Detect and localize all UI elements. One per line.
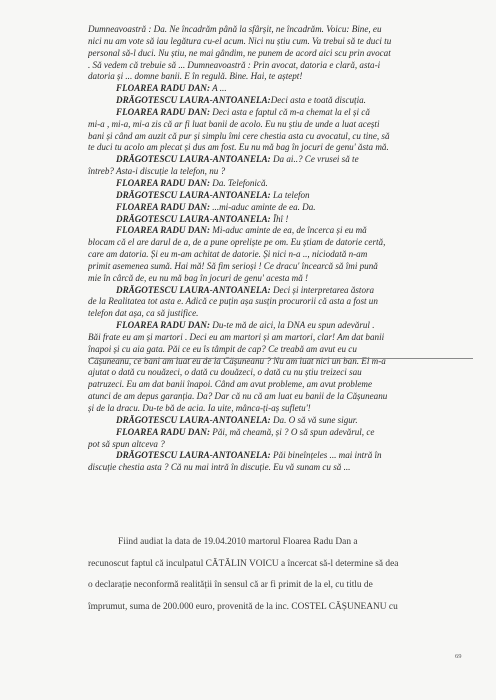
spoken-text: Mi-aduc aminte de ea, de încerca și eu mă: [210, 225, 367, 236]
dialogue-line: [88, 367, 473, 379]
speaker-name: DRĂGOTESCU LAURA-ANTOANELA:: [116, 284, 271, 295]
spoken-text: La telefon: [270, 189, 310, 200]
speaker-name: DRĂGOTESCU LAURA-ANTOANELA:: [116, 189, 271, 200]
page-number: 69: [455, 653, 462, 660]
speaker-name: FLOAREA RADU DAN:: [116, 201, 210, 212]
spoken-text: Da. O să vă sune sigur.: [270, 414, 358, 425]
dialogue-line: [88, 261, 473, 273]
spoken-text: Îhî !: [270, 213, 289, 224]
report-line: împrumut, suma de 200.000 euro, provenită de la inc. COSTEL CĂȘUNEANU cu: [88, 601, 398, 612]
speaker-name: DRĂGOTESCU LAURA-ANTOANELA:: [116, 450, 271, 461]
spoken-text: Deci și interpretarea ăstora: [270, 284, 375, 295]
speaker-name: FLOAREA RADU DAN:: [116, 426, 210, 437]
dialogue-speaker-line: [88, 415, 473, 427]
spoken-text: de la Realitatea tot asta e. Adică ce puțin așa susțin procurorii că asta a fost un: [88, 296, 378, 307]
spoken-text: și de la dracu. Du-te bă de acia. Ia uite, mânca-ți-aș sufletu'!: [88, 403, 311, 413]
dialogue-speaker-line: [88, 285, 473, 297]
spoken-text: discuție chestia asta ? Că nu mai intră în discuție. Eu vă sunam cu să ...: [88, 462, 351, 473]
speaker-name: FLOAREA RADU DAN:: [116, 225, 210, 236]
report-line: recunoscut faptul că inculpatul CĂTĂLIN VOICU a încercat să-l determine să dea: [88, 558, 399, 569]
spoken-text: Cășuneanu, ce bani am luat eu de la Cășuneanu ? Nu am luat nici un ban. El m-a: [88, 355, 386, 366]
dialogue-speaker-line: [88, 320, 473, 332]
spoken-text: înapoi și cu aia gata. Păi ce eu îs tâmpit de cap? Ce treabă am avut eu cu: [88, 343, 357, 354]
spoken-text: telefon dat așa, ca să justifice.: [88, 308, 199, 319]
dialogue-speaker-line: [88, 450, 473, 462]
speaker-name: DRĂGOTESCU LAURA-ANTOANELA:: [116, 154, 271, 165]
dialogue-line: [88, 119, 473, 131]
spoken-text: A ...: [210, 83, 227, 94]
spoken-text: Păi bineînțeles ... mai intră în: [270, 450, 382, 461]
spoken-text: patruzeci. Eu am dat banii înapoi. Când am avut probleme, am avut probleme: [88, 379, 372, 390]
interview-transcript: [88, 24, 473, 474]
dialogue-line: [88, 273, 473, 285]
report-paragraph: [88, 532, 473, 618]
spoken-text: care am datoria. Și eu m-am achitat de datorie. Și nici n-a .., niciodată n-am: [88, 249, 368, 260]
spoken-text: Deci asta e toată discuția.: [270, 95, 366, 106]
speaker-name: DRĂGOTESCU LAURA-ANTOANELA:: [116, 414, 271, 425]
speaker-name: FLOAREA RADU DAN:: [116, 320, 210, 331]
dialogue-line: [88, 71, 473, 83]
dialogue-line: [88, 237, 473, 249]
report-line: o declarație neconformă realității în sensul că ar fi primit de la el, cu titlu de: [88, 580, 373, 590]
dialogue-line: [88, 403, 473, 415]
spoken-text: datoria și ... domne banii. E în regulă. Bine. Hai, te aștept!: [88, 71, 303, 82]
speaker-name: DRĂGOTESCU LAURA-ANTOANELA:: [116, 95, 271, 106]
dialogue-speaker-line: [88, 214, 473, 226]
dialogue-speaker-line: [88, 225, 473, 237]
dialogue-speaker-line: [88, 107, 473, 119]
dialogue-line: [88, 462, 473, 474]
dialogue-line: [88, 142, 473, 154]
dialogue-line: [88, 36, 473, 48]
dialogue-speaker-line: [88, 154, 473, 166]
dialogue-line: [88, 379, 473, 391]
dialogue-speaker-line: [88, 178, 473, 190]
spoken-text: Dumneavoastră : Da. Ne încadrăm până la sfârșit, ne încadrăm. Voicu: Bine, eu: [88, 24, 382, 34]
spoken-text: bani și când am auzit că pur și simplu îmi cere chestia asta cu avocatul, cu tine, să: [88, 130, 390, 141]
spoken-text: Păi, mă cheamă, și ? O să spun adevărul, ce: [210, 426, 375, 437]
spoken-text: pot să spun altceva ?: [88, 438, 165, 449]
spoken-text: Du-te mă de aici, la DNA eu spun adevărul .: [210, 320, 375, 331]
dialogue-line: [88, 332, 473, 344]
spoken-text: te duci tu acolo am plecat și dus am fost. Eu nu mă bag în jocuri de genu' ăsta mă.: [88, 142, 389, 153]
divider-line: [88, 358, 473, 359]
speaker-name: FLOAREA RADU DAN:: [116, 83, 210, 94]
dialogue-line: [88, 131, 473, 143]
spoken-text: Da. Telefonică.: [210, 177, 268, 188]
speaker-name: FLOAREA RADU DAN:: [116, 106, 210, 117]
dialogue-line: [88, 48, 473, 60]
spoken-text: primit asemenea sumă. Hai mă! Să fim serioși ! Ce dracu' încearcă să îmi pună: [88, 260, 378, 271]
spoken-text: ajutat o dată cu nouăzeci, o dată cu douăzeci, o dată cu nu știu treizeci sau: [88, 367, 362, 378]
spoken-text: . Să vedem că trebuie să ... Dumneavoastră : Prin avocat, datoria e clară, asta-i: [88, 59, 381, 70]
dialogue-line: [88, 166, 473, 178]
spoken-text: Deci asta e faptul că m-a chemat la el și că: [210, 106, 370, 117]
dialogue-line: [88, 439, 473, 451]
dialogue-line: [88, 308, 473, 320]
dialogue-line: [88, 391, 473, 403]
spoken-text: Da ai..? Ce vrusei să te: [270, 154, 359, 165]
dialogue-line: [88, 24, 473, 36]
spoken-text: Băi frate eu am și martori . Deci eu am martori și am martori, clar! Am dat banii: [88, 331, 385, 342]
spoken-text: mi-a , mi-a, mi-a zis că ar fi luat banii de acolo. Eu nu știu de unde a luat acești: [88, 118, 380, 129]
spoken-text: nici nu am vote să iau legătura cu-el acum. Nici nu știu cum. Va trebui să te duci tu: [88, 35, 392, 46]
dialogue-speaker-line: [88, 427, 473, 439]
dialogue-line: [88, 296, 473, 308]
dialogue-line: [88, 344, 473, 356]
spoken-text: atunci de am depus garanția. Da? Dar că nu că am luat eu banii de la Cășuneanu: [88, 391, 388, 402]
spoken-text: întreb? Asta-i discuție la telefon, nu ?: [88, 166, 226, 177]
spoken-text: ...mi-aduc aminte de ea. Da.: [210, 201, 316, 212]
spoken-text: mie în cârcă de, eu nu mă bag în jocuri de genu' acesta mă !: [88, 272, 309, 283]
dialogue-speaker-line: [88, 95, 473, 107]
dialogue-speaker-line: [88, 202, 473, 214]
dialogue-line: [88, 249, 473, 261]
dialogue-speaker-line: [88, 190, 473, 202]
spoken-text: blocam că el are darul de a, de a pune opreliște pe om. Eu știam de datorie certă,: [88, 237, 386, 248]
dialogue-line: [88, 60, 473, 72]
spoken-text: personal să-l duci. Nu știu, ne mai gândim, ne punem de acord aici scu prin avocat: [88, 47, 391, 58]
dialogue-speaker-line: [88, 83, 473, 95]
speaker-name: DRĂGOTESCU LAURA-ANTOANELA:: [116, 213, 271, 224]
speaker-name: FLOAREA RADU DAN:: [116, 177, 210, 188]
report-line: Fiind audiat la data de 19.04.2010 martorul Floarea Radu Dan a: [118, 537, 358, 547]
